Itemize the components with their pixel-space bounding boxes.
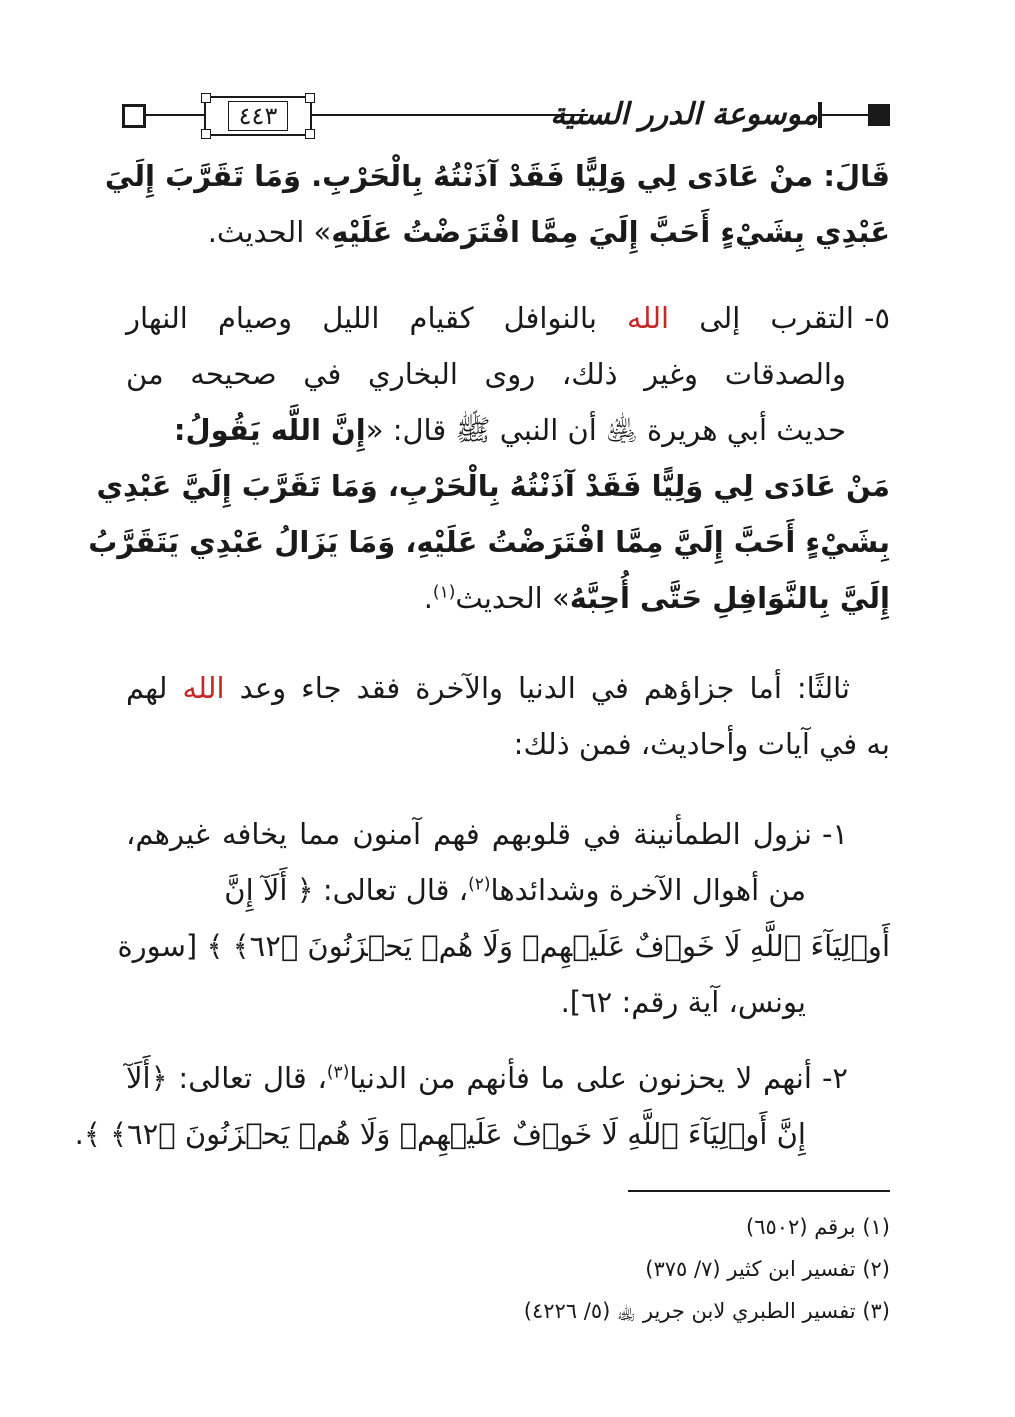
frame-corner [305, 129, 315, 139]
footnote: (١) برقم (٦٥٠٢) [746, 1215, 890, 1239]
header-rule-right [822, 114, 868, 116]
item-2-line: إِنَّ أَوۡلِيَآءَ ٱللَّهِ لَا خَوۡفٌ عَلَيۡهِمۡ وَلَا هُمۡ يَحۡزَنُونَ ﴿٦٢﴾ ﴾. [74, 1117, 806, 1151]
frame-corner [305, 93, 315, 103]
quote-text: عَبْدِي بِشَيْءٍ أَحَبَّ إِلَيَ مِمَّا افْتَرَضْتُ عَلَيْهِ [331, 215, 890, 249]
text-run: ، قال تعالى: ﴿أَلَآ [126, 1061, 327, 1095]
item-5-line [126, 402, 846, 458]
text-run: حديث أبي هريرة ﵁ أن النبي ﷺ قال: « [365, 413, 846, 447]
footnote: (٢) تفسير ابن كثير (٧/ ٣٧٥) [645, 1257, 890, 1281]
footnote-ref: (٢) [468, 874, 491, 895]
page-header [122, 92, 890, 140]
text-run: التقرب إلى [699, 301, 854, 335]
intro-line [126, 204, 890, 260]
text-run: من أهوال الآخرة وشدائدها [490, 873, 806, 907]
item-2 [74, 1050, 890, 1162]
hadith-quote: إِلَيَّ بِالنَّوَافِلِ حَتَّى أُحِبَّهُ [569, 581, 890, 615]
item-1-line: يونس، آية رقم: ٦٢]. [560, 985, 806, 1019]
page-number: ٤٤٣ [228, 101, 289, 131]
item-5-line [126, 290, 890, 346]
allah-name: الله [182, 671, 225, 705]
text-run: » الحديث [455, 581, 570, 615]
section-third [126, 660, 890, 772]
book-title: موسوعة الدرر السنية [588, 92, 818, 140]
footnote-ref: (٣) [326, 1062, 350, 1083]
hadith-quote: إِنَّ اللَّه يَقُولُ: [173, 413, 366, 447]
item-1 [117, 806, 890, 1030]
allah-name: الله [627, 301, 670, 335]
text-run: نزول الطمأنينة في قلوبهم فهم آمنون مما يخافه غيرهم، [126, 817, 812, 851]
section-third-line [126, 660, 850, 716]
item-5 [88, 290, 891, 626]
item-5-line: مَنْ عَادَى لِي وَلِيًّا فَقَدْ آذَنْتُهُ بِالْحَرْبِ، وَمَا تَقَرَّبَ إِلَيَّ عَبْدِي [96, 469, 890, 503]
page-number-frame [204, 96, 312, 136]
item-5-line: والصدقات وغير ذلك، روى البخاري في صحيحه من [126, 357, 846, 391]
text-run: أنهم لا يحزنون على ما فأنهم من الدنيا [349, 1061, 812, 1095]
item-number: ١- [821, 817, 848, 851]
footnote-ref: (١) [432, 582, 456, 603]
intro-paragraph [104, 148, 890, 260]
text-run: ، قال تعالى: ﴿ أَلَآ إِنَّ [224, 873, 469, 907]
item-2-line [126, 1050, 848, 1106]
header-rule-middle [312, 114, 588, 116]
item-5-line: بِشَيْءٍ أَحَبَّ إِلَيَّ مِمَّا افْتَرَضْتُ عَلَيْهِ، وَمَا يَزَالُ عَبْدِي يَتَقَرَّبُ [88, 525, 890, 559]
text-run: بالنوافل كقيام الليل وصيام النهار [126, 301, 597, 335]
footnotes [250, 1206, 890, 1332]
header-square-outline [122, 104, 146, 128]
frame-corner [201, 93, 211, 103]
item-1-line: أَوۡلِيَآءَ ٱللَّهِ لَا خَوۡفٌ عَلَيۡهِمۡ وَلَا هُمۡ يَحۡزَنُونَ ﴿٦٢﴾ ﴾ [سورة [117, 929, 890, 963]
intro-line: قَالَ: منْ عَادَى لِي وَلِيًّا فَقَدْ آذَنْتُهُ بِالْحَرْبِ. وَمَا تَقَرَّبَ إِلَيَ [104, 159, 890, 193]
footnote-divider [628, 1190, 890, 1192]
item-5-line [126, 570, 890, 626]
header-rule-left [146, 114, 206, 116]
item-number: ٢- [821, 1061, 848, 1095]
text-run: لهم [126, 671, 168, 705]
frame-corner [201, 129, 211, 139]
header-square-solid [868, 104, 890, 126]
quote-tail: » الحديث. [207, 215, 332, 249]
item-number: ٥- [863, 301, 891, 335]
text-run: . [423, 581, 433, 615]
section-third-line: به في آيات وأحاديث، فمن ذلك: [513, 727, 890, 761]
text-run: ثالثًا: أما جزاؤهم في الدنيا والآخرة فقد جاء وعد [239, 671, 851, 705]
item-1-line [126, 806, 848, 862]
item-1-line [126, 862, 806, 918]
footnote: (٣) تفسير الطبري لابن جرير ﵀ (٥/ ٤٢٢٦) [523, 1299, 890, 1323]
